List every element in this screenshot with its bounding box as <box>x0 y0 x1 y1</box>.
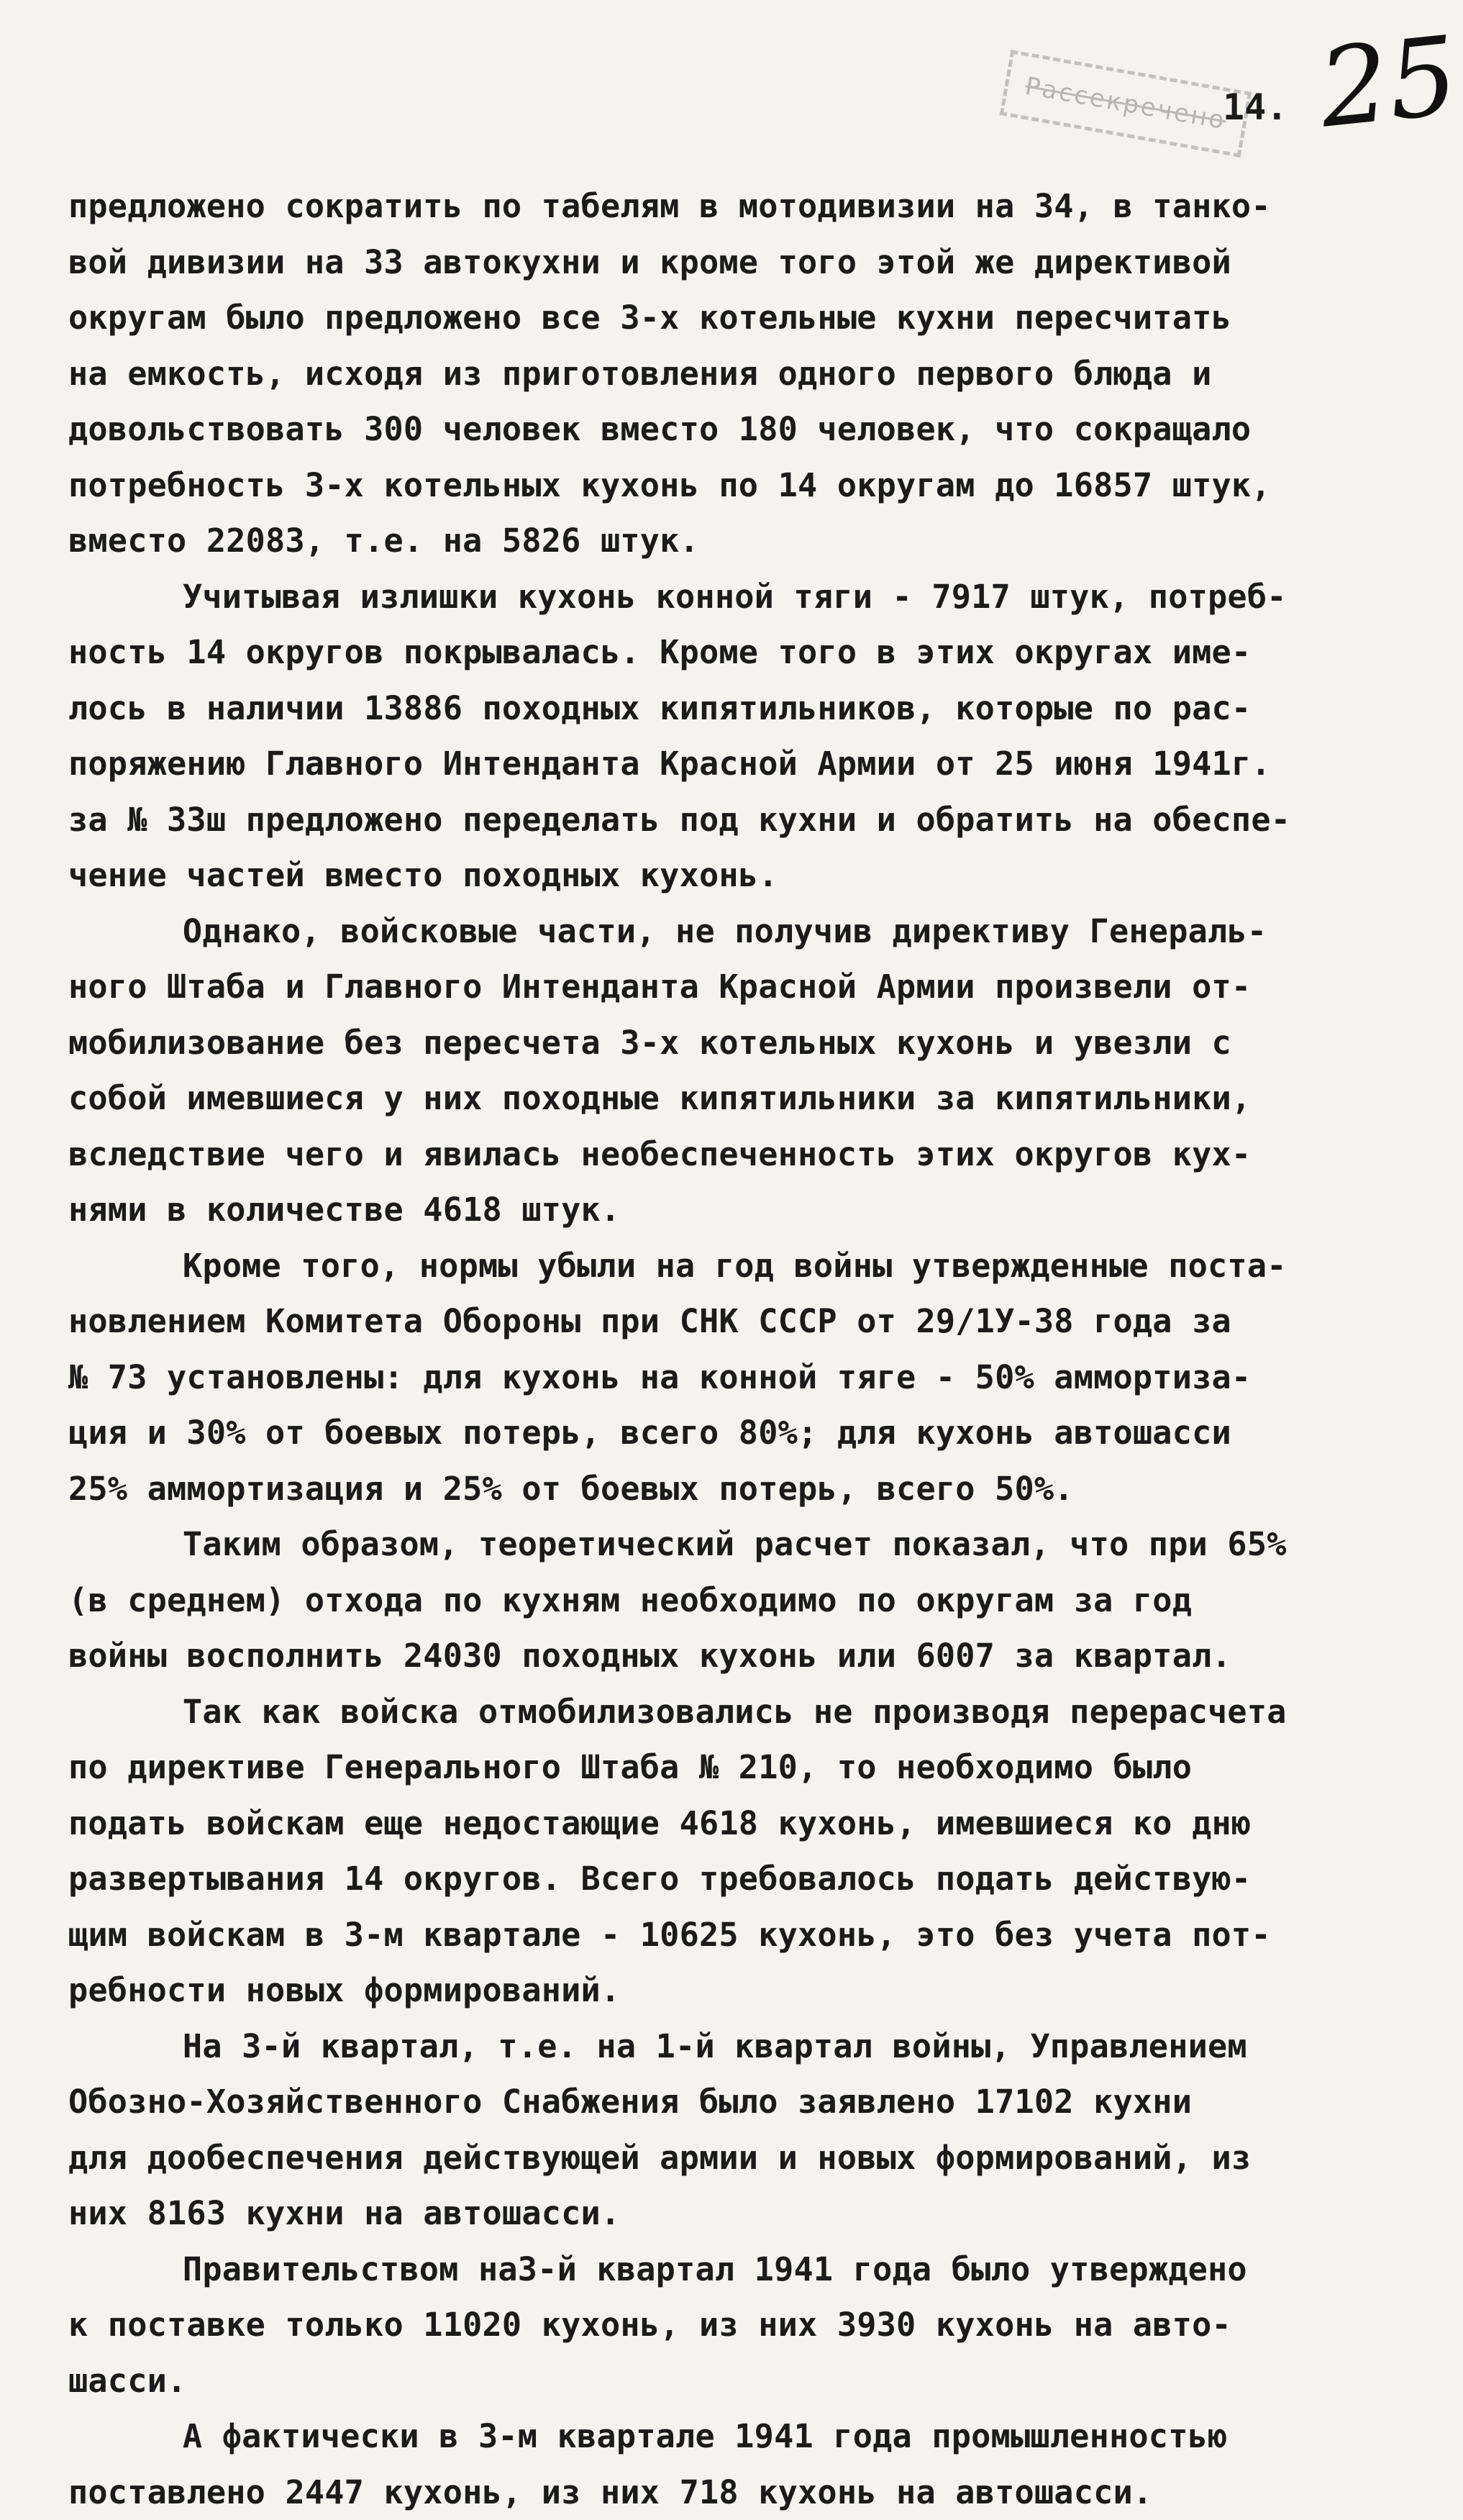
text-line: вой дивизии на 33 автокухни и кроме того этой же директивой <box>68 235 1426 291</box>
text-line: ция и 30% от боевых потерь, всего 80%; для кухонь автошасси <box>68 1405 1426 1461</box>
text-line: войны восполнить 24030 походных кухонь или 6007 за квартал. <box>68 1628 1426 1684</box>
text-line: подать войскам еще недостающие 4618 кухонь, имевшиеся ко дню <box>68 1796 1426 1852</box>
text-line: ребности новых формирований. <box>68 1962 1426 2019</box>
text-line: мобилизование без пересчета 3-х котельных кухонь и увезли с <box>68 1015 1426 1071</box>
text-line: А фактически в 3-м квартале 1941 года промышленностью <box>68 2408 1426 2465</box>
text-line: Так как войска отмобилизовались не производя перерасчета <box>68 1684 1426 1740</box>
text-line: Учитывая излишки кухонь конной тяги - 7917 штук, потреб- <box>68 569 1426 625</box>
typed-page-number: 14. <box>1223 86 1287 128</box>
text-line: лось в наличии 13886 походных кипятильников, которые по рас- <box>68 681 1426 737</box>
declassified-stamp <box>1000 50 1252 158</box>
text-line: 25% аммортизация и 25% от боевых потерь, всего 50%. <box>68 1461 1426 1517</box>
text-line: Таким образом, теоретический расчет показал, что при 65% <box>68 1516 1426 1573</box>
text-line: Кроме того, нормы убыли на год войны утвержденные поста- <box>68 1238 1426 1294</box>
handwritten-archive-page-number: 25 <box>1315 22 1463 143</box>
text-line: них 8163 кухни на автошасси. <box>68 2185 1426 2242</box>
text-line: довольствовать 300 человек вместо 180 человек, что сокращало <box>68 401 1426 458</box>
text-line: округам было предложено все 3-х котельные кухни пересчитать <box>68 290 1426 346</box>
text-line: к поставке только 11020 кухонь, из них 3930 кухонь на авто- <box>68 2297 1426 2353</box>
text-line: На 3-й квартал, т.е. на 1-й квартал войны, Управлением <box>68 2019 1426 2075</box>
text-line: за № 33ш предложено переделать под кухни и обратить на обеспе- <box>68 792 1426 848</box>
text-line: по директиве Генерального Штаба № 210, то необходимо было <box>68 1739 1426 1796</box>
text-line: щим войскам в 3-м квартале - 10625 кухонь, это без учета пот- <box>68 1907 1426 1963</box>
text-line: новлением Комитета Обороны при СНК СССР от 29/1У-38 года за <box>68 1293 1426 1350</box>
text-line: развертывания 14 округов. Всего требовалось подать действую- <box>68 1851 1426 1907</box>
text-line: Обозно-Хозяйственного Снабжения было заявлено 17102 кухни <box>68 2074 1426 2130</box>
text-line: шасси. <box>68 2353 1426 2409</box>
text-line: потребность 3-х котельных кухонь по 14 округам до 16857 штук, <box>68 458 1426 514</box>
text-line: вместо 22083, т.е. на 5826 штук. <box>68 513 1426 569</box>
text-line: чение частей вместо походных кухонь. <box>68 847 1426 904</box>
text-line: для дообеспечения действующей армии и новых формирований, из <box>68 2130 1426 2186</box>
text-line: нями в количестве 4618 штук. <box>68 1182 1426 1238</box>
text-line: поряжению Главного Интенданта Красной Армии от 25 июня 1941г. <box>68 736 1426 792</box>
text-line: предложено сократить по табелям в мотодивизии на 34, в танко- <box>68 178 1426 235</box>
text-line: Однако, войсковые части, не получив директиву Генераль- <box>68 904 1426 960</box>
text-line: поставлено 2447 кухонь, из них 718 кухонь на автошасси. <box>68 2465 1426 2520</box>
text-line: на емкость, исходя из приготовления одного первого блюда и <box>68 346 1426 402</box>
document-body <box>68 178 1435 2520</box>
text-line: (в среднем) отхода по кухням необходимо по округам за год <box>68 1573 1426 1629</box>
stamp-text: Рассекречено <box>1023 72 1228 135</box>
text-line: ного Штаба и Главного Интенданта Красной Армии произвели от- <box>68 959 1426 1015</box>
text-line: № 73 установлены: для кухонь на конной тяге - 50% аммортиза- <box>68 1350 1426 1406</box>
text-line: Правительством на3-й квартал 1941 года было утверждено <box>68 2242 1426 2298</box>
text-line: вследствие чего и явилась необеспеченность этих округов кух- <box>68 1127 1426 1183</box>
text-line: ность 14 округов покрывалась. Кроме того в этих округах име- <box>68 624 1426 681</box>
page-header <box>0 0 1440 187</box>
text-line: собой имевшиеся у них походные кипятильники за кипятильники, <box>68 1070 1426 1127</box>
